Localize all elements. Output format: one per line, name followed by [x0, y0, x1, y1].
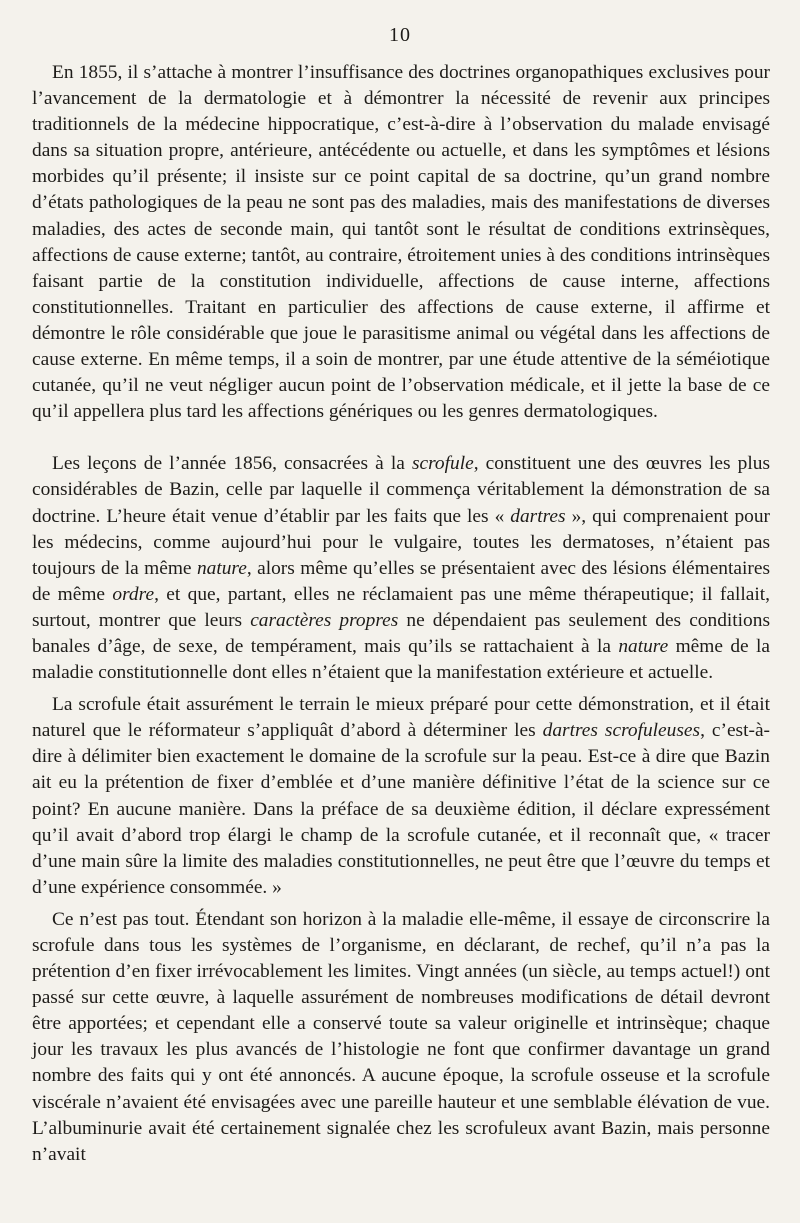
paragraph-1855: [32, 60, 770, 425]
text-run: , alors même qu’elles se présentaient avec des lésions élémentaires de même: [32, 557, 770, 605]
italic-term: scrofule: [411, 453, 474, 475]
text-run: Ce n’est pas tout. Étendant son horizon à la maladie elle-même, il essaye de circonscrire la scrofule dans tous les systèmes de l’organisme, en déclarant, de rechef, qu’il n’a pas la prétention d’en fixer irrévocablement les limites. Vingt années (un siècle, au temps actuel!) ont passé sur cette œuvre, à laquelle assurément de nombreuses modifications de détail devront être apportées; et cependant elle a conservé toute sa valeur originelle et intrinsèque; chaque jour les travaux les plus avancés de l’histologie ne font que confirmer davantage un grand nombre des faits qui y ont été annoncés. A aucune époque, la scrofule osseuse et la scrofule viscérale n’avaient été envisagées avec une pareille hauteur et une semblable élévation de vue. L’albuminurie avait été certainement signalée chez les scrofuleux avant Bazin, mais personne n’avait: [32, 908, 770, 1165]
paragraph-1856: [32, 451, 770, 686]
page-number: 10: [389, 24, 411, 46]
italic-term: nature: [618, 635, 669, 657]
italic-term: nature: [196, 557, 247, 579]
text-column: [32, 60, 770, 1168]
text-run: », qui comprenaient pour les médecins, comme aujourd’hui pour le vulgaire, toutes les dermatoses, n’étaient pas toujours de la même: [32, 505, 770, 579]
text-run: même de la maladie constitutionnelle dont elles n’étaient que la manifestation extérieure et actuelle.: [32, 635, 770, 684]
paragraph-scrofule: [32, 692, 770, 901]
text-run: , c’est-à-dire à délimiter bien exactement le domaine de la scrofule sur la peau. Est-ce à dire que Bazin ait eu la prétention de fixer d’emblée et d’une manière définitive l’état de la science sur ce point? En aucune manière. Dans la préface de sa deuxième édition, il déclare expressément qu’il avait d’abord trop élargi le champ de la scrofule cutanée, et il reconnaît que, « tracer d’une main sûre la limite des maladies constitutionnelles, ne peut être que l’œuvre du temps et d’une expérience consommée. »: [32, 720, 771, 898]
text-run: La scrofule était assurément le terrain le mieux préparé pour cette démonstration, et il était naturel que le réformateur s’appliquât d’abord à déterminer les: [32, 694, 770, 742]
italic-term: dartres scrofuleuses: [542, 720, 701, 742]
paragraph-horizon: [32, 907, 770, 1168]
italic-term: dartres: [510, 505, 566, 527]
text-run: En 1855, il s’attache à montrer l’insuffisance des doctrines organopathiques exclusives pour l’avancement de la dermatologie et à démontrer la nécessité de revenir aux principes traditionnels de la médecine hippocratique, c’est-à-dire à l’observation du malade envisagé dans sa situation propre, antérieure, antécédente ou actuelle, et dans les symptômes et lésions morbides qu’il présente; il insiste sur ce point capital de sa doctrine, qu’un grand nombre d’états pathologiques de la peau ne sont pas des maladies, mais des manifestations de diverses maladies, des actes de seconde main, qui tantôt sont le résultat de conditions extrinsèques, affections de cause externe; tantôt, au contraire, étroitement unies à des conditions intrinsèques faisant partie de la constitution individuelle, affections de cause interne, affections constitutionnelles. Traitant en particulier des affections de cause externe, il affirme et démontre le rôle considérable que joue le parasitisme animal ou végétal dans les affections de cause externe. En même temps, il a soin de montrer, par une étude attentive de la séméiotique cutanée, qu’il ne veut négliger aucun point de l’observation médicale, et il jette la base de ce qu’il appellera plus tard les affections génériques ou les genres dermatologiques.: [32, 62, 770, 423]
text-run: , et que, partant, elles ne réclamaient pas une même thérapeutique; il fallait, surtout, montrer que leurs: [32, 583, 770, 631]
text-run: , constituent une des œuvres les plus considérables de Bazin, celle par laquelle il commença véritablement la démonstration de sa doctrine. L’heure était venue d’établir par les faits que les «: [32, 453, 770, 527]
italic-term: caractères propres: [250, 609, 399, 631]
text-run: ne dépendaient pas seulement des conditions banales d’âge, de sexe, de tempérament, mais qu’ils se rattachaient à la: [32, 609, 770, 657]
italic-term: ordre: [112, 583, 155, 605]
text-run: Les leçons de l’année 1856, consacrées à la: [52, 453, 412, 475]
